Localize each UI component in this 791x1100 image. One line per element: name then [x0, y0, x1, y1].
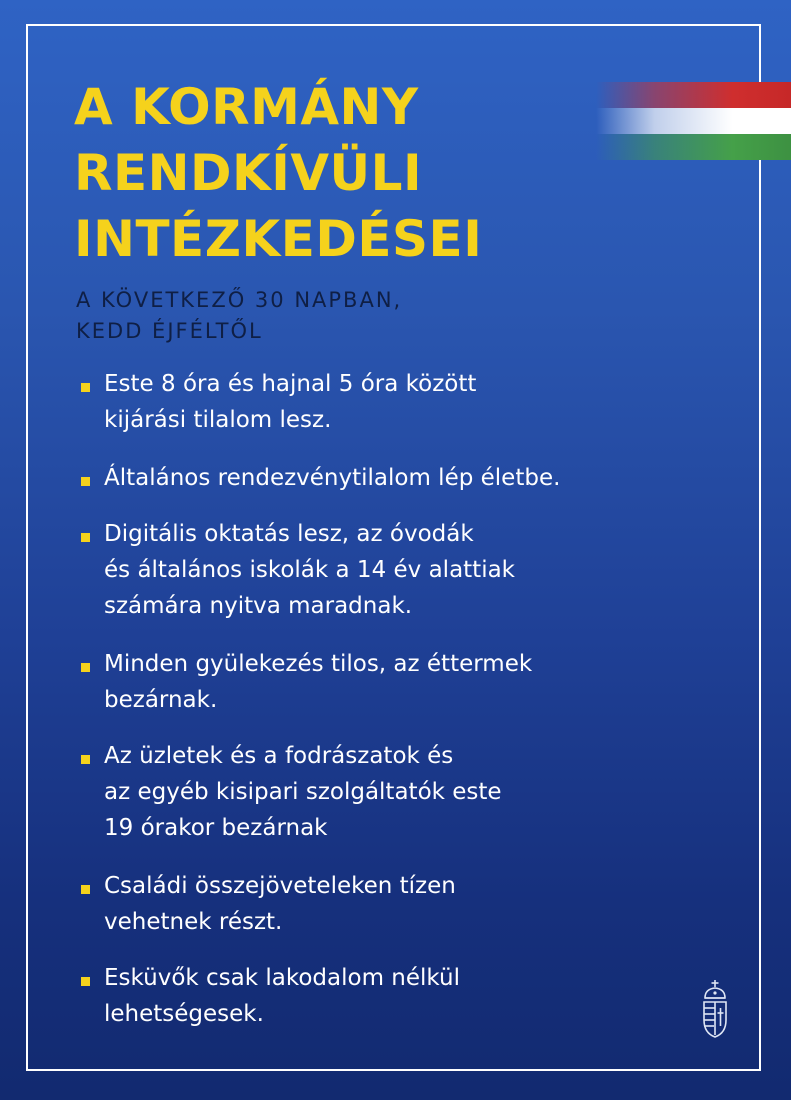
title-line: RENDKÍVÜLI	[74, 144, 423, 202]
bullet-square-icon	[81, 663, 90, 672]
measure-item-weddings	[80, 960, 460, 1032]
measure-item-family-gatherings	[80, 868, 456, 940]
measure-line: Minden gyülekezés tilos, az éttermek	[104, 651, 533, 677]
measure-item-digital-education	[80, 516, 515, 624]
hungarian-flag-icon	[596, 82, 791, 160]
measure-line: Digitális oktatás lesz, az óvodák	[104, 521, 474, 547]
measure-line: Esküvők csak lakodalom nélkül	[104, 965, 460, 991]
measure-line: kijárási tilalom lesz.	[104, 407, 332, 433]
measure-item-event-ban	[80, 460, 560, 496]
hungarian-coat-of-arms-icon	[698, 978, 732, 1040]
measure-line: bezárnak.	[104, 687, 218, 713]
bullet-square-icon	[81, 383, 90, 392]
measure-line: vehetnek részt.	[104, 909, 283, 935]
bullet-square-icon	[81, 977, 90, 986]
subtitle	[76, 285, 402, 347]
measure-line: Az üzletek és a fodrászatok és	[104, 743, 454, 769]
measure-line: Este 8 óra és hajnal 5 óra között	[104, 371, 477, 397]
measure-line: Általános rendezvénytilalom lép életbe.	[104, 465, 561, 491]
bullet-square-icon	[81, 477, 90, 486]
measure-item-curfew	[80, 366, 476, 438]
measure-line: és általános iskolák a 14 év alattiak	[104, 557, 516, 583]
flag-white-stripe	[596, 108, 791, 134]
flag-red-stripe	[596, 82, 791, 108]
subtitle-line: A KÖVETKEZŐ 30 NAPBAN,	[76, 288, 403, 312]
measure-item-shop-closing	[80, 738, 502, 846]
flag-green-stripe	[596, 134, 791, 160]
measure-item-assembly-ban	[80, 646, 532, 718]
measure-line: lehetségesek.	[104, 1001, 264, 1027]
measure-line: Családi összejöveteleken tízen	[104, 873, 456, 899]
measure-line: számára nyitva maradnak.	[104, 593, 413, 619]
measure-line: az egyéb kisipari szolgáltatók este	[104, 779, 502, 805]
bullet-square-icon	[81, 885, 90, 894]
page-title	[74, 74, 594, 272]
bullet-square-icon	[81, 755, 90, 764]
title-line: INTÉZKEDÉSEI	[74, 210, 483, 268]
bullet-square-icon	[81, 533, 90, 542]
measure-line: 19 órakor bezárnak	[104, 815, 328, 841]
subtitle-line: KEDD ÉJFÉLTŐL	[76, 319, 263, 343]
title-line: A KORMÁNY	[74, 78, 419, 136]
